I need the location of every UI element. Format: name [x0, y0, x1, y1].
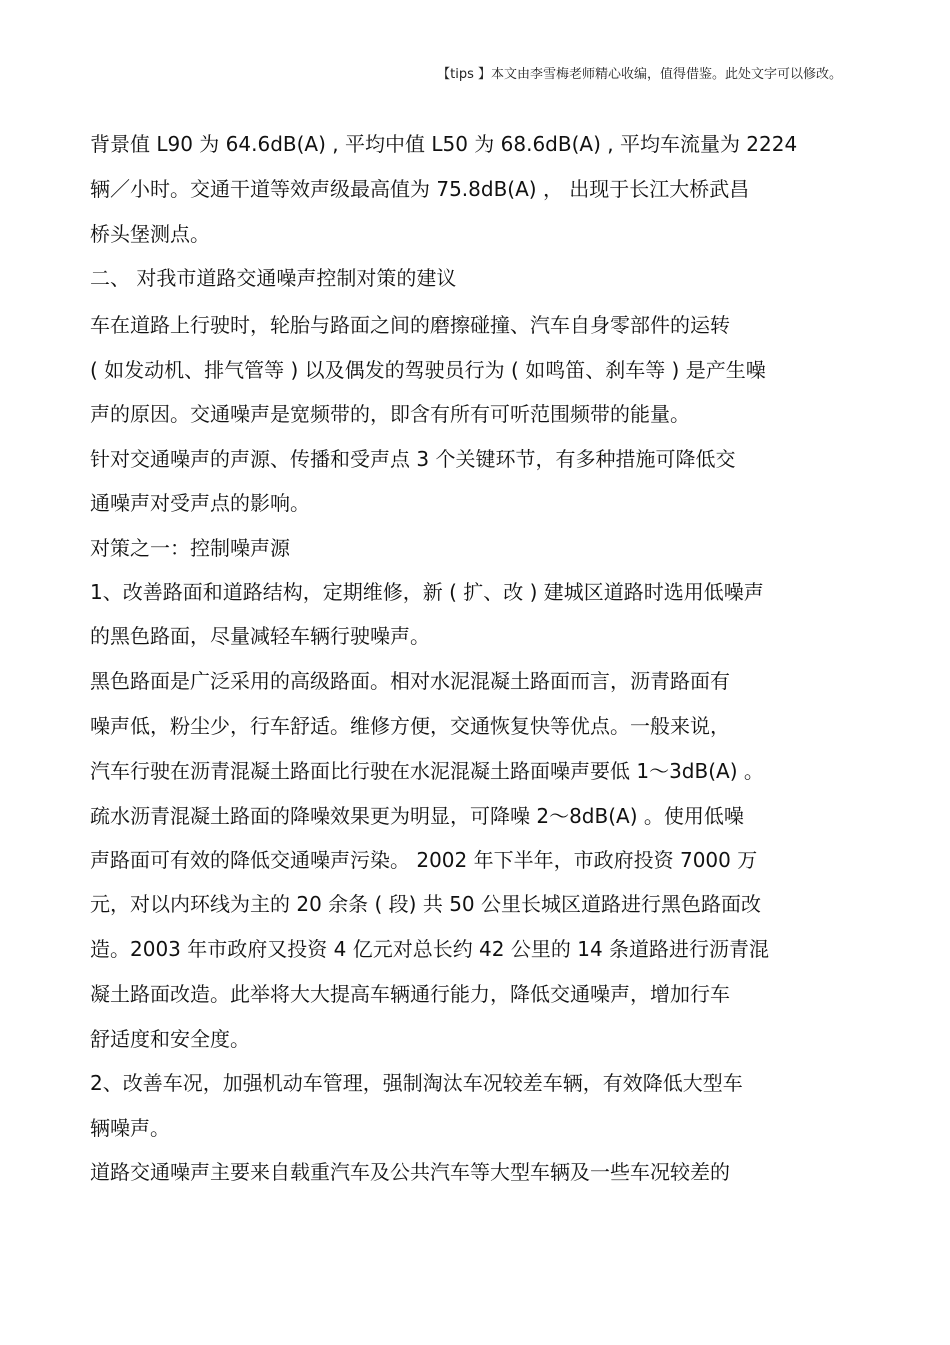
text-line: 背景值 L90 为 64.6dB(A) , 平均中值 L50 为 68.6dB(A) , 平均车流量为 2224 [90, 132, 798, 156]
text-line: 声的原因。交通噪声是宽频带的，即含有所有可听范围频带的能量。 [90, 402, 690, 426]
text-line: 舒适度和安全度。 [90, 1027, 250, 1051]
text-line: 车在道路上行驶时，轮胎与路面之间的磨擦碰撞、汽车自身零部件的运转 [90, 313, 730, 337]
text-line: 声路面可有效的降低交通噪声污染。 2002 年下半年，市政府投资 7000 万 [90, 848, 758, 872]
text-line: 的黑色路面，尽量减轻车辆行驶噪声。 [90, 624, 430, 648]
text-line: 凝土路面改造。此举将大大提高车辆通行能力，降低交通噪声，增加行车 [90, 982, 730, 1006]
text-line: 汽车行驶在沥青混凝土路面比行驶在水泥混凝土路面噪声要低 1～3dB(A) 。 [90, 759, 764, 783]
text-line: 辆噪声。 [90, 1116, 170, 1140]
text-line: 2、改善车况，加强机动车管理，强制淘汰车况较差车辆，有效降低大型车 [90, 1071, 743, 1095]
section-heading: 二、 对我市道路交通噪声控制对策的建议 [90, 266, 457, 290]
text-line: 噪声低，粉尘少，行车舒适。维修方便，交通恢复快等优点。一般来说， [90, 714, 730, 738]
text-line: 道路交通噪声主要来自载重汽车及公共汽车等大型车辆及一些车况较差的 [90, 1160, 730, 1184]
text-line: 黑色路面是广泛采用的高级路面。相对水泥混凝土路面而言，沥青路面有 [90, 669, 730, 693]
text-line: 元，对以内环线为主的 20 余条 ( 段) 共 50 公里长城区道路进行黑色路面改 [90, 892, 762, 916]
text-line: 通噪声对受声点的影响。 [90, 491, 310, 515]
text-line: 造。2003 年市政府又投资 4 亿元对总长约 42 公里的 14 条道路进行沥青混 [90, 937, 770, 961]
tips-note: 【tips 】本文由李雪梅老师精心收编，值得借鉴。此处文字可以修改。 [437, 67, 842, 82]
text-line: ( 如发动机、排气管等 ) 以及偶发的驾驶员行为 ( 如鸣笛、刹车等 ) 是产生噪 [90, 358, 766, 382]
text-line: 桥头堡测点。 [90, 222, 210, 246]
text-line: 疏水沥青混凝土路面的降噪效果更为明显，可降噪 2～8dB(A) 。使用低噪 [90, 804, 744, 828]
text-line: 针对交通噪声的声源、传播和受声点 3 个关键环节，有多种措施可降低交 [90, 447, 736, 471]
text-line: 1、改善路面和道路结构，定期维修，新 ( 扩、改 ) 建城区道路时选用低噪声 [90, 580, 764, 604]
text-line: 辆／小时。交通干道等效声级最高值为 75.8dB(A) ， 出现于长江大桥武昌 [90, 177, 750, 201]
subsection-heading: 对策之一：控制噪声源 [90, 536, 290, 560]
